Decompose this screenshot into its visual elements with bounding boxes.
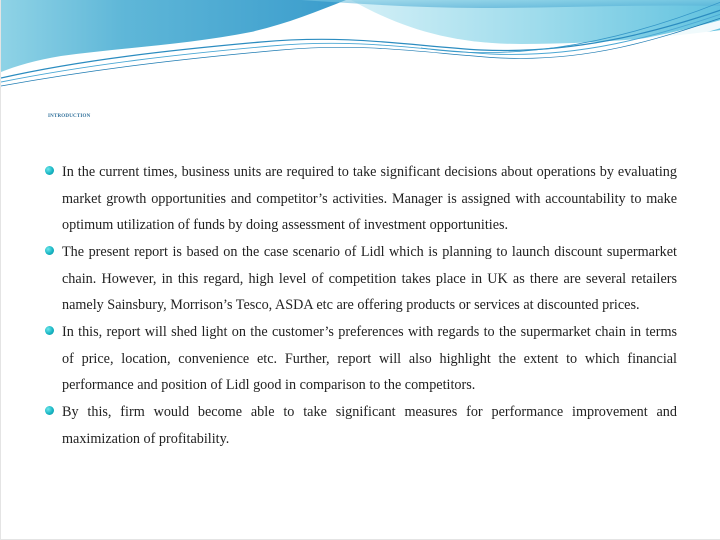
bullet-text: In the current times, business units are required to take significant decisions about operations by evaluating market growth opportunities and competitor’s activities. Manager is assigned with accountability to make optimum utilization of funds by doing assessment of investment opportunities.	[62, 164, 677, 234]
bullet-text: The present report is based on the case scenario of Lidl which is planning to launch discount supermarket chain. However, in this regard, high level of competition takes place in UK as there are several retailers namely Sainsbury, Morrison’s Tesco, ASDA etc are offering products or services at discounted prices.	[62, 243, 677, 314]
slide-title: INTRODUCTION	[48, 114, 91, 119]
header-wave-decoration	[1, 0, 720, 100]
bullet-dot-icon	[45, 326, 54, 335]
bullet-item	[62, 239, 677, 319]
bullet-dot-icon	[45, 166, 54, 175]
bullet-list	[62, 159, 677, 452]
bullet-item	[62, 399, 677, 452]
bullet-item	[62, 159, 677, 239]
bullet-dot-icon	[45, 246, 54, 255]
bullet-text: In this, report will shed light on the customer’s preferences with regards to the supermarket chain in terms of price, location, convenience etc. Further, report will also highlight the extent to which financial performance and position of Lidl good in comparison to the competitors.	[62, 323, 677, 394]
bullet-item	[62, 319, 677, 399]
bullet-text: By this, firm would become able to take significant measures for performance improvement and maximization of profitability.	[62, 403, 677, 447]
bullet-dot-icon	[45, 406, 54, 415]
